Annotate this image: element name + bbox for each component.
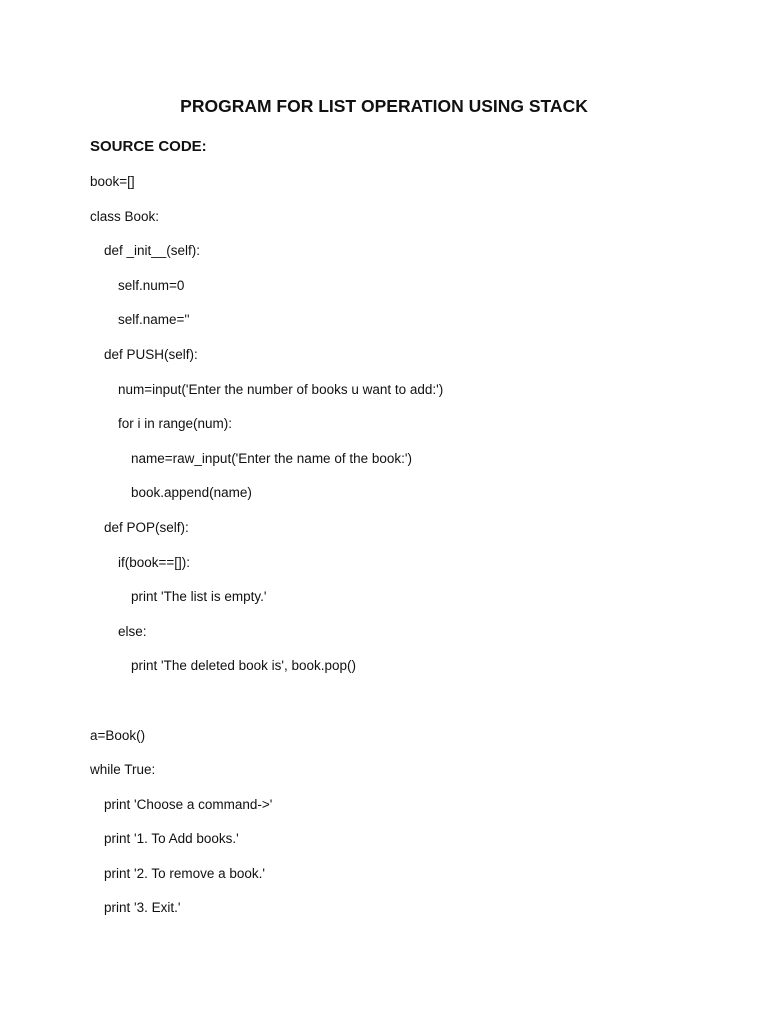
code-line: num=input('Enter the number of books u want to add:'): [118, 381, 444, 397]
code-line: print '3. Exit.': [104, 900, 181, 916]
code-line: if(book==[]):: [118, 554, 191, 570]
code-line: self.num=0: [118, 277, 185, 293]
code-line: a=Book(): [90, 727, 146, 743]
code-line: def _init__(self):: [104, 243, 201, 259]
code-line: class Book:: [90, 208, 160, 224]
code-line: def POP(self):: [104, 519, 189, 535]
section-heading: SOURCE CODE:: [90, 138, 207, 155]
code-line: for i in range(num):: [118, 416, 233, 432]
code-line: name=raw_input('Enter the name of the book:'): [131, 450, 412, 466]
code-line: self.name='': [118, 312, 190, 328]
source-code-block: [90, 172, 730, 933]
code-line: print 'Choose a command->': [104, 796, 273, 812]
code-line: [90, 691, 730, 726]
code-line: book.append(name): [131, 485, 252, 501]
code-line: book=[]: [90, 174, 135, 189]
code-line: print '2. To remove a book.': [104, 865, 265, 881]
code-line: print 'The list is empty.': [131, 589, 267, 605]
code-line: else:: [118, 623, 147, 639]
code-line: print 'The deleted book is', book.pop(): [131, 658, 357, 674]
code-line: def PUSH(self):: [104, 346, 198, 362]
code-line: while True:: [90, 762, 156, 778]
code-line: print '1. To Add books.': [104, 831, 239, 847]
document-title: PROGRAM FOR LIST OPERATION USING STACK: [180, 96, 588, 116]
